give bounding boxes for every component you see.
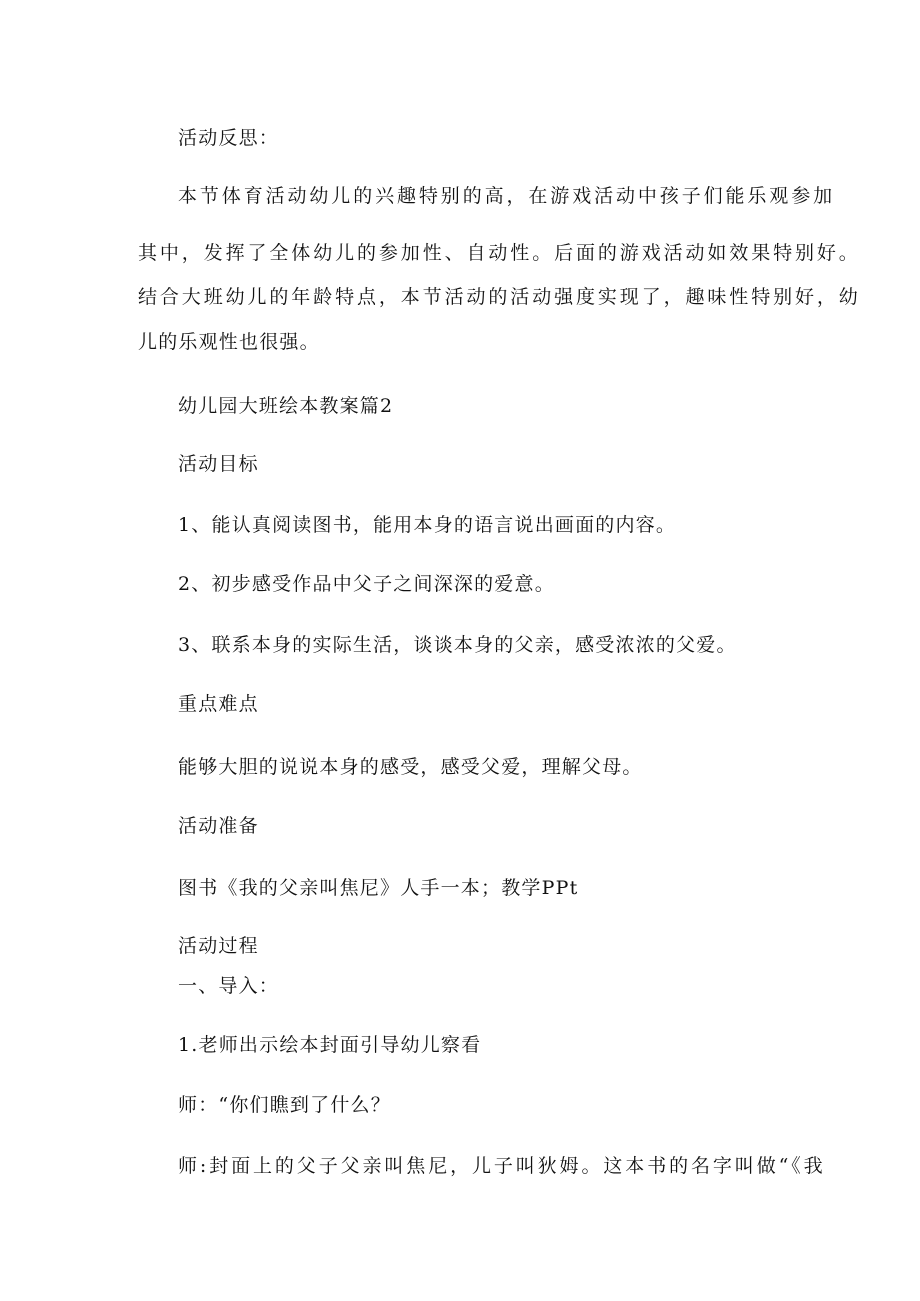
heading-activity-preparation: 活动准备: [178, 815, 259, 837]
paragraph-line-4: 儿的乐观性也很强。: [138, 331, 320, 353]
heading-activity-process: 活动过程: [178, 935, 259, 957]
heading-key-points: 重点难点: [178, 693, 259, 715]
paragraph-line-3: 结合大班幼儿的年龄特点，本节活动的活动强度实现了，趣味性特别好，幼: [138, 286, 861, 308]
teacher-line-1: 师：“你们瞧到了什么？: [178, 1094, 391, 1116]
goal-item-3: 3、联系本身的实际生活，谈谈本身的父亲，感受浓浓的父爱。: [178, 634, 737, 656]
paragraph-line-1: 本节体育活动幼儿的兴趣特别的高，在游戏活动中孩子们能乐观参加: [178, 185, 836, 207]
heading-activity-reflection: 活动反思：: [178, 127, 280, 149]
section-title: 幼儿园大班绘本教案篇2: [178, 395, 394, 417]
heading-activity-goals: 活动目标: [178, 453, 259, 475]
goal-item-2: 2、初步感受作品中父子之间深深的爱意。: [178, 573, 555, 595]
key-points-text: 能够大胆的说说本身的感受，感受父爱，理解父母。: [178, 756, 643, 778]
paragraph-line-2: 其中，发挥了全体幼儿的参加性、自动性。后面的游戏活动如效果特别好。: [138, 242, 861, 264]
process-step-intro: 一、导入：: [178, 975, 280, 997]
goal-item-1: 1、能认真阅读图书，能用本身的语言说出画面的内容。: [178, 514, 677, 536]
process-step-1: 1.老师出示绘本封面引导幼儿察看: [178, 1034, 482, 1056]
preparation-text: 图书《我的父亲叫焦尼》人手一本；教学PPt: [178, 877, 579, 899]
teacher-line-2: 师:封面上的父子父亲叫焦尼，儿子叫狄姆。这本书的名字叫做“《我: [178, 1155, 826, 1177]
